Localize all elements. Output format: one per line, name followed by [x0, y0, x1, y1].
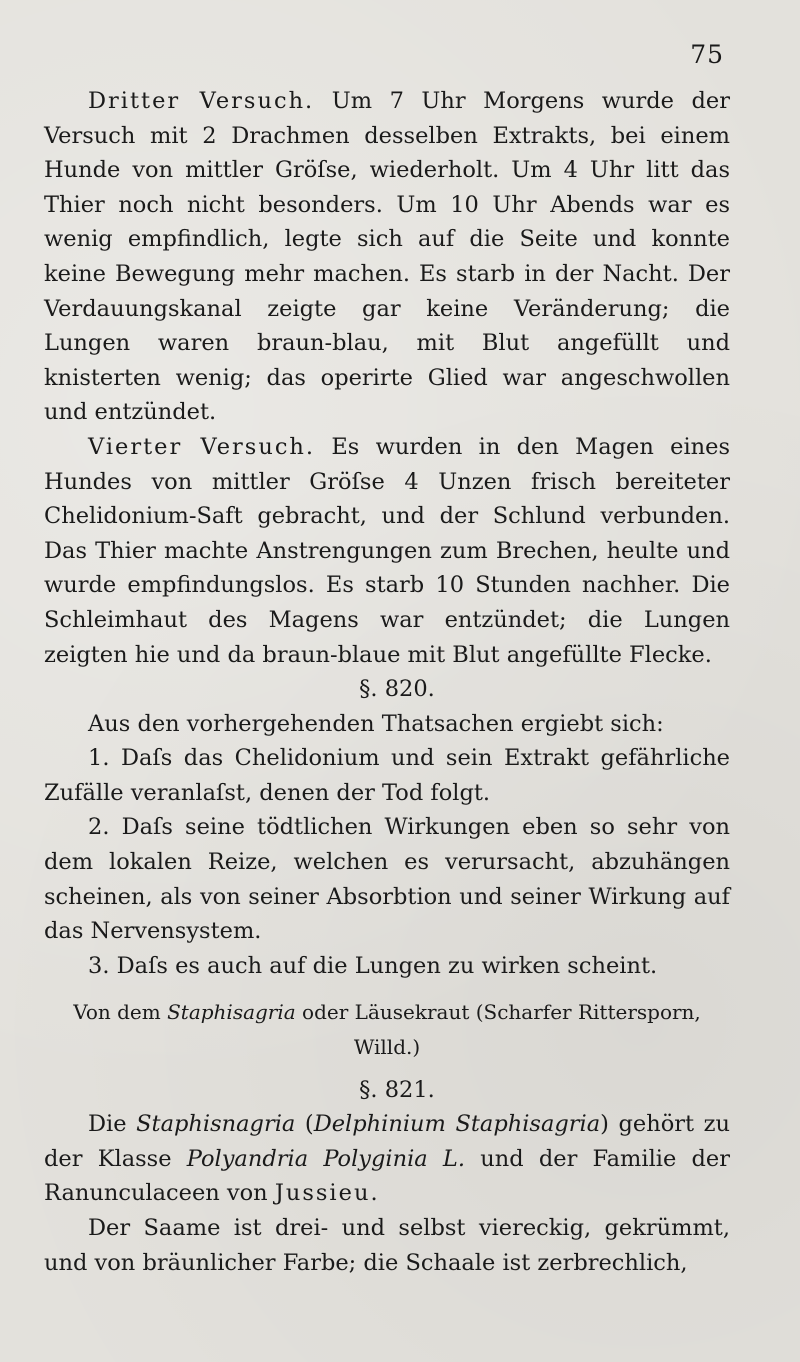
conclusion-intro: Aus den vorhergehenden Thatsachen ergiebt sich:	[88, 710, 664, 737]
text-run: Die	[88, 1111, 137, 1138]
conclusion-item-2: 2. Daſs seine tödtlichen Wirkungen eben so sehr von dem lokalen Reize, welchen es verursacht, abzuhängen scheinen, als von seiner Absorbtion und seiner Wirkung auf das Nervensystem.	[44, 814, 730, 945]
heading-italic: Staphisagria	[167, 1000, 296, 1025]
body-text	[44, 84, 730, 1280]
heading-pre: Von dem	[73, 1000, 168, 1025]
paragraph-dritter-versuch	[44, 84, 730, 430]
italic-run: Delphinium Staphisagria	[313, 1111, 601, 1138]
conclusion-item-3: 3. Daſs es auch auf die Lungen zu wirken scheint.	[88, 952, 658, 979]
text-run: und der Familie der Ranunculaceen von	[44, 1145, 730, 1207]
paragraph-staphisagria	[44, 1107, 730, 1211]
text-run: .	[370, 1180, 378, 1207]
experiment-label: Vierter Versuch.	[88, 433, 316, 460]
text-run: (	[295, 1111, 314, 1138]
italic-run: Polyandria Polyginia L.	[186, 1145, 466, 1172]
page-number: 75	[690, 40, 724, 69]
paragraph-saame: Der Saame ist drei- und selbst viereckig, gekrümmt, und von bräunlicher Farbe; die Schaale ist zerbrechlich,	[44, 1215, 730, 1276]
chapter-heading	[44, 995, 730, 1064]
author-name: Jussieu	[274, 1180, 371, 1207]
paragraph-text: Es wurden in den Magen eines Hundes von mittler Gröſse 4 Unzen frisch bereiteter Chelidonium-Saft gebracht, und der Schlund verbunden. Das Thier machte Anstrengungen zum Brechen, heulte und wurde empfindungslos. Es starb 10 Stunden nachher. Die Schleimhaut des Magens war entzündet; die Lungen zeigten hie und da braun-blaue mit Blut angefüllte Flecke.	[44, 433, 730, 668]
paragraph-text: Um 7 Uhr Morgens wurde der Versuch mit 2 Drachmen desselben Extrakts, bei einem Hunde von mittler Gröſse, wiederholt. Um 4 Uhr litt das Thier noch nicht besonders. Um 10 Uhr Abends war es wenig empfindlich, legte sich auf die Seite und konnte keine Bewegung mehr machen. Es starb in der Nacht. Der Verdauungskanal zeigte gar keine Veränderung; die Lungen waren braun-blau, mit Blut angefüllt und knisterten wenig; das operirte Glied war angeschwollen und entzündet.	[44, 88, 730, 426]
heading-post: oder Läusekraut (Scharfer Rittersporn, Willd.)	[295, 1000, 701, 1060]
section-number-820: §. 820.	[359, 676, 435, 703]
text-run: ) gehört zu der Klasse	[44, 1111, 730, 1172]
italic-run: Staphisnagria	[136, 1111, 296, 1138]
experiment-label: Dritter Versuch.	[88, 88, 315, 114]
conclusion-item-1: 1. Daſs das Chelidonium und sein Extrakt gefährliche Zufälle veranlaſst, denen der Tod folgt.	[44, 745, 730, 806]
paragraph-vierter-versuch	[44, 430, 730, 672]
section-number-821: §. 821.	[359, 1076, 435, 1103]
